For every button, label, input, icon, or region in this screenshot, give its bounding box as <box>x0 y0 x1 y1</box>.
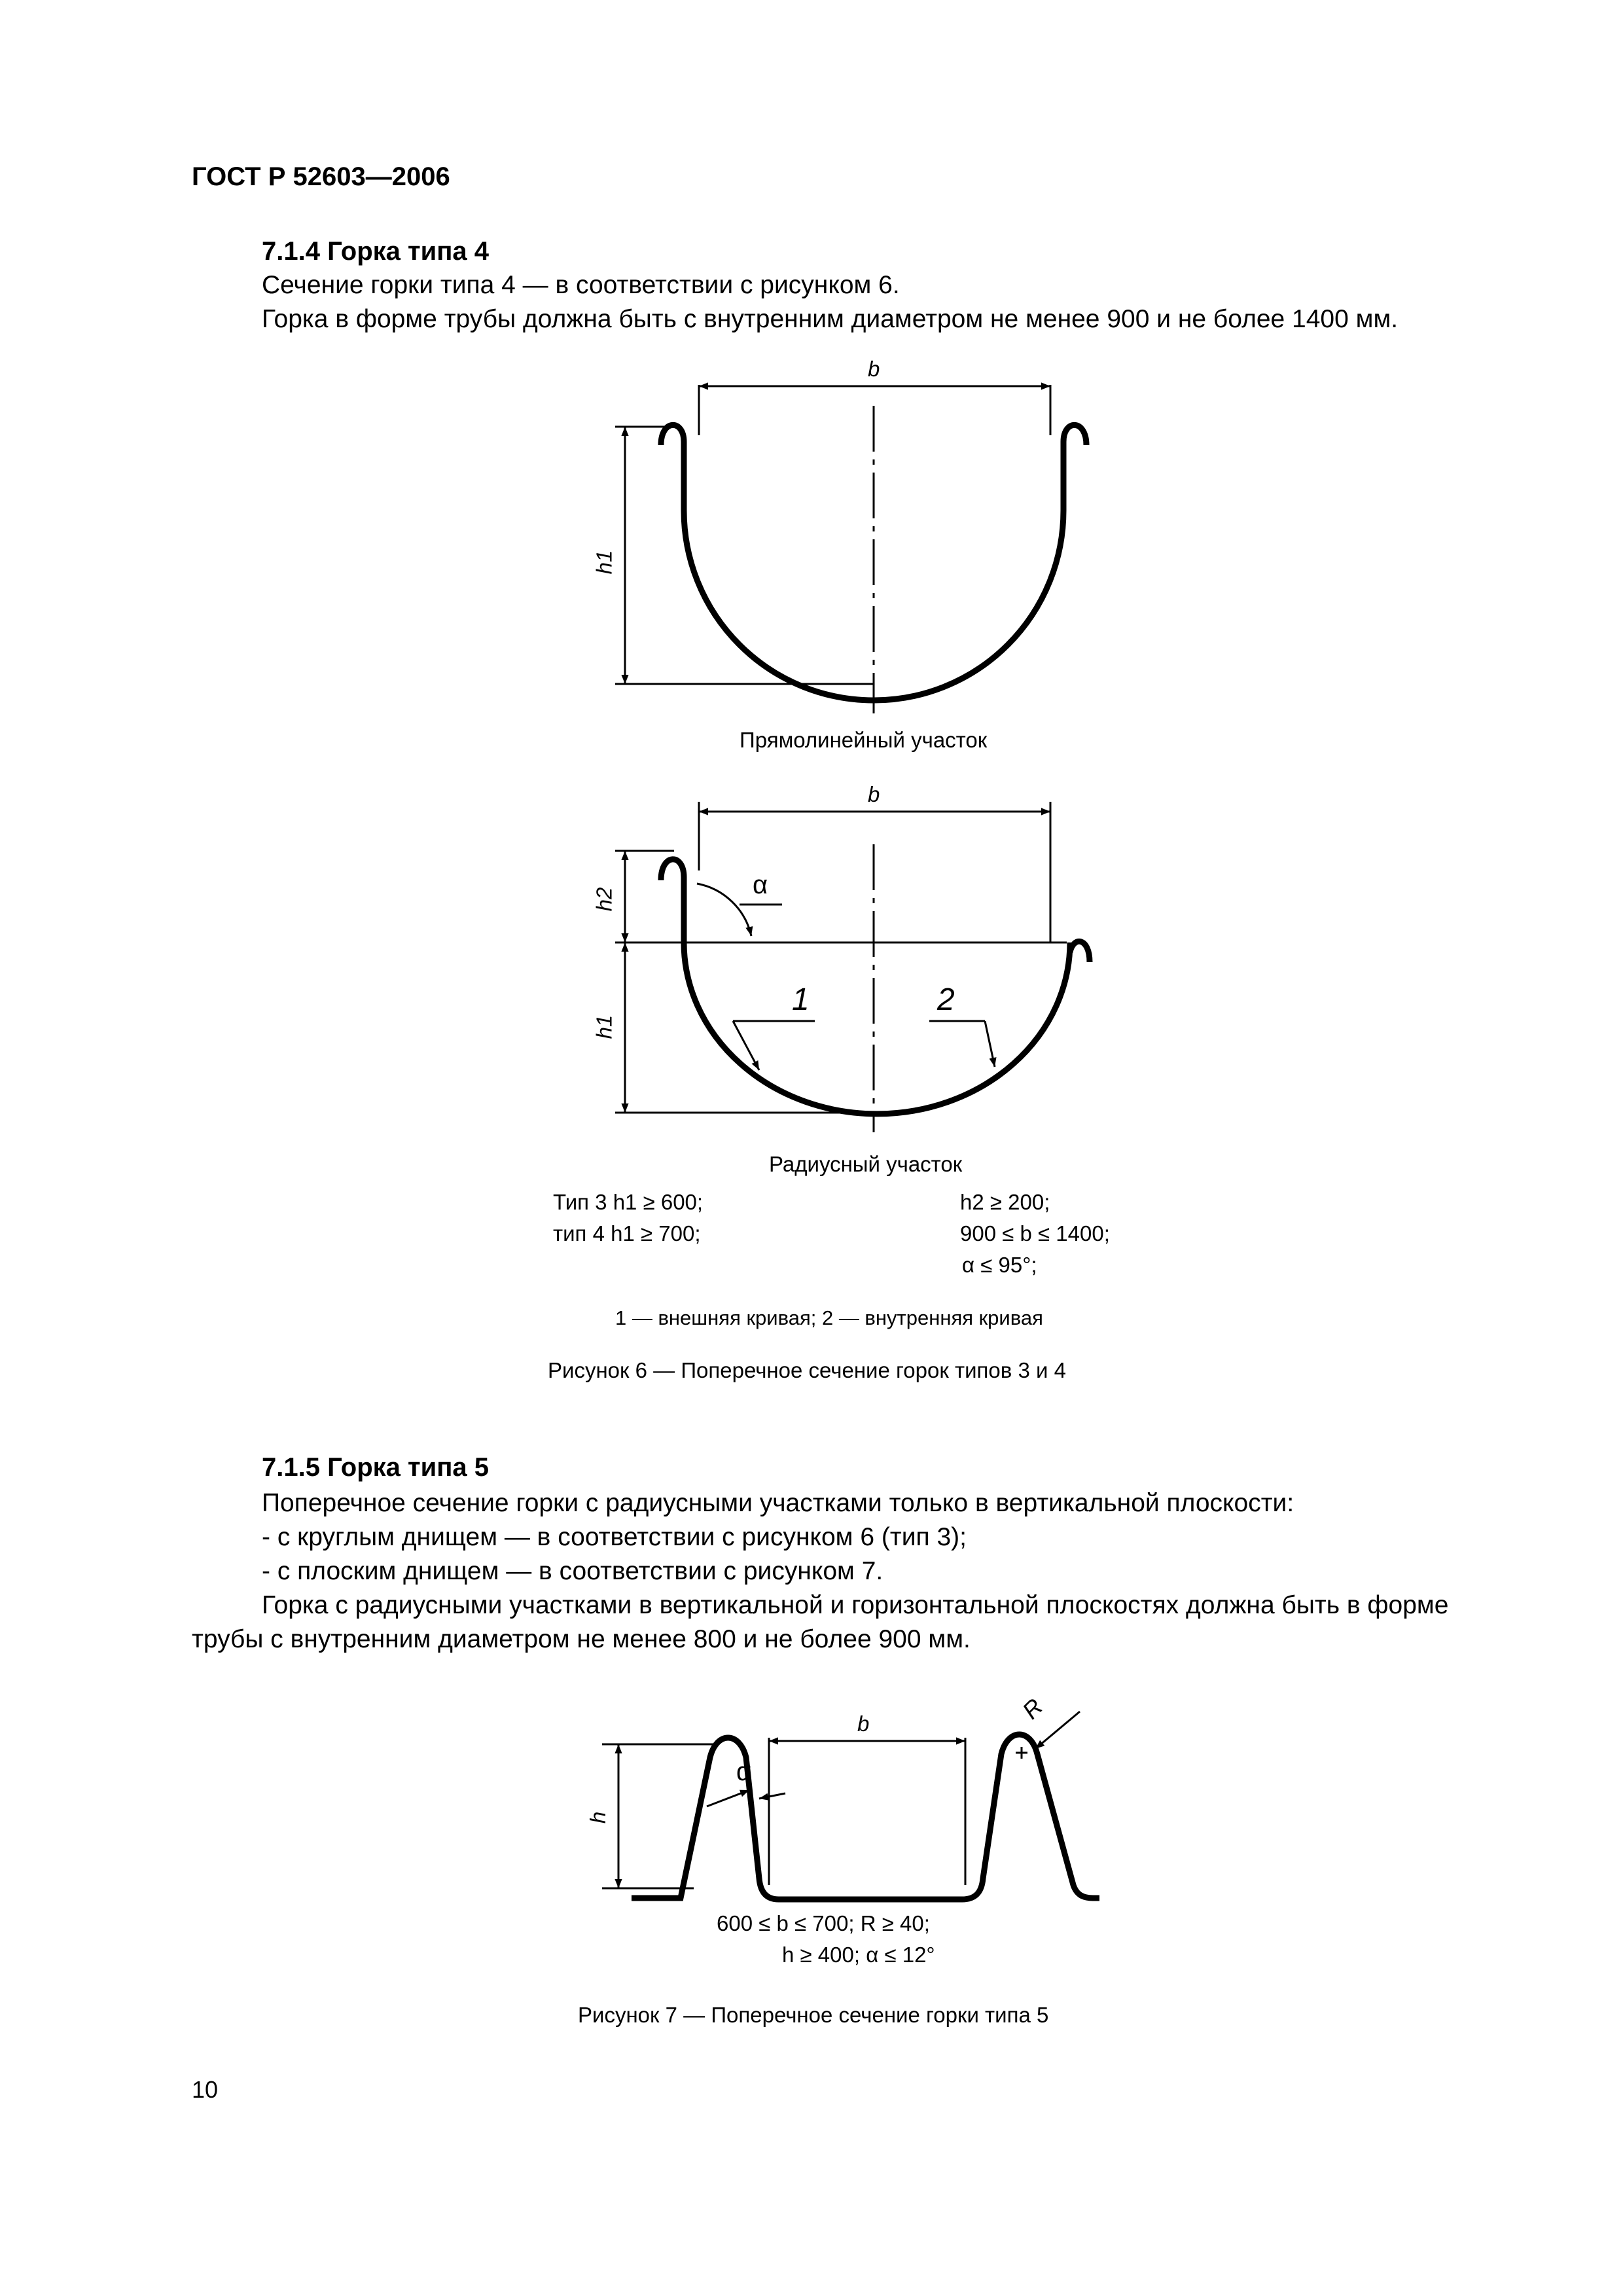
fig7-cond-line2: h ≥ 400; α ≤ 12° <box>782 1943 935 1967</box>
fig6-curve1-label: 1 <box>792 982 810 1017</box>
fig6-cond-h2: h2 ≥ 200; <box>960 1190 1050 1214</box>
fig6-caption: Рисунок 6 — Поперечное сечение горок типов 3 и 4 <box>548 1358 1066 1382</box>
fig6-top-h1-label: h1 <box>592 550 616 575</box>
standard-header: ГОСТ Р 52603—2006 <box>192 162 450 191</box>
fig6-legend: 1 — внешняя кривая; 2 — внутренняя кривая <box>615 1306 1043 1329</box>
fig6-cond-type4: тип 4 h1 ≥ 700; <box>553 1221 701 1246</box>
fig7-b-label: b <box>857 1712 870 1736</box>
fig6-straight-subtitle: Прямолинейный участок <box>740 728 988 752</box>
fig7-caption: Рисунок 7 — Поперечное сечение горки типа 5 <box>578 2003 1049 2027</box>
fig6-curve2-label: 2 <box>937 982 955 1017</box>
page-number: 10 <box>192 2076 219 2103</box>
fig6-top-b-label: b <box>868 357 880 381</box>
section-714-heading: 7.1.4 Горка типа 4 <box>262 237 489 266</box>
fig6-cond-alpha: α ≤ 95°; <box>962 1253 1037 1277</box>
fig6-cond-type3: Тип 3 h1 ≥ 600; <box>553 1190 704 1214</box>
fig7-h-label: h <box>586 1811 611 1824</box>
section-714-p2: Горка в форме трубы должна быть с внутренним диаметром не менее 900 и не более 1400 мм. <box>262 305 1399 333</box>
section-714-p1: Сечение горки типа 4 — в соответствии с рисунком 6. <box>262 271 900 299</box>
fig6-h2-label: h2 <box>592 887 616 912</box>
section-715-heading: 7.1.5 Горка типа 5 <box>262 1453 489 1482</box>
fig6-bottom-b-label: b <box>868 782 880 806</box>
figure-7-profile <box>632 1734 1099 1899</box>
section-715-p1: Поперечное сечение горки с радиусными участками только в вертикальной плоскости: <box>262 1489 1294 1517</box>
fig6-radius-subtitle: Радиусный участок <box>769 1152 963 1176</box>
fig7-R-label: R <box>1016 1693 1048 1725</box>
section-715-p4-line1: Горка с радиусными участками в вертикальной и горизонтальной плоскостях должна быть в форме <box>262 1591 1449 1619</box>
fig7-cond-line1: 600 ≤ b ≤ 700; R ≥ 40; <box>717 1911 930 1935</box>
section-715-p3: - с плоским днищем — в соответствии с рисунком 7. <box>262 1557 883 1585</box>
fig6-cond-b: 900 ≤ b ≤ 1400; <box>960 1221 1110 1246</box>
section-715-p2: - с круглым днищем — в соответствии с рисунком 6 (тип 3); <box>262 1523 967 1551</box>
section-715-p4-line2: трубы с внутренним диаметром не менее 800 и не более 900 мм. <box>192 1625 971 1653</box>
radius-section-profile <box>661 859 1090 1114</box>
fig7-alpha-label: α <box>736 1757 752 1786</box>
fig6-h1-label: h1 <box>592 1014 616 1039</box>
fig6-alpha-label: α <box>753 870 768 899</box>
